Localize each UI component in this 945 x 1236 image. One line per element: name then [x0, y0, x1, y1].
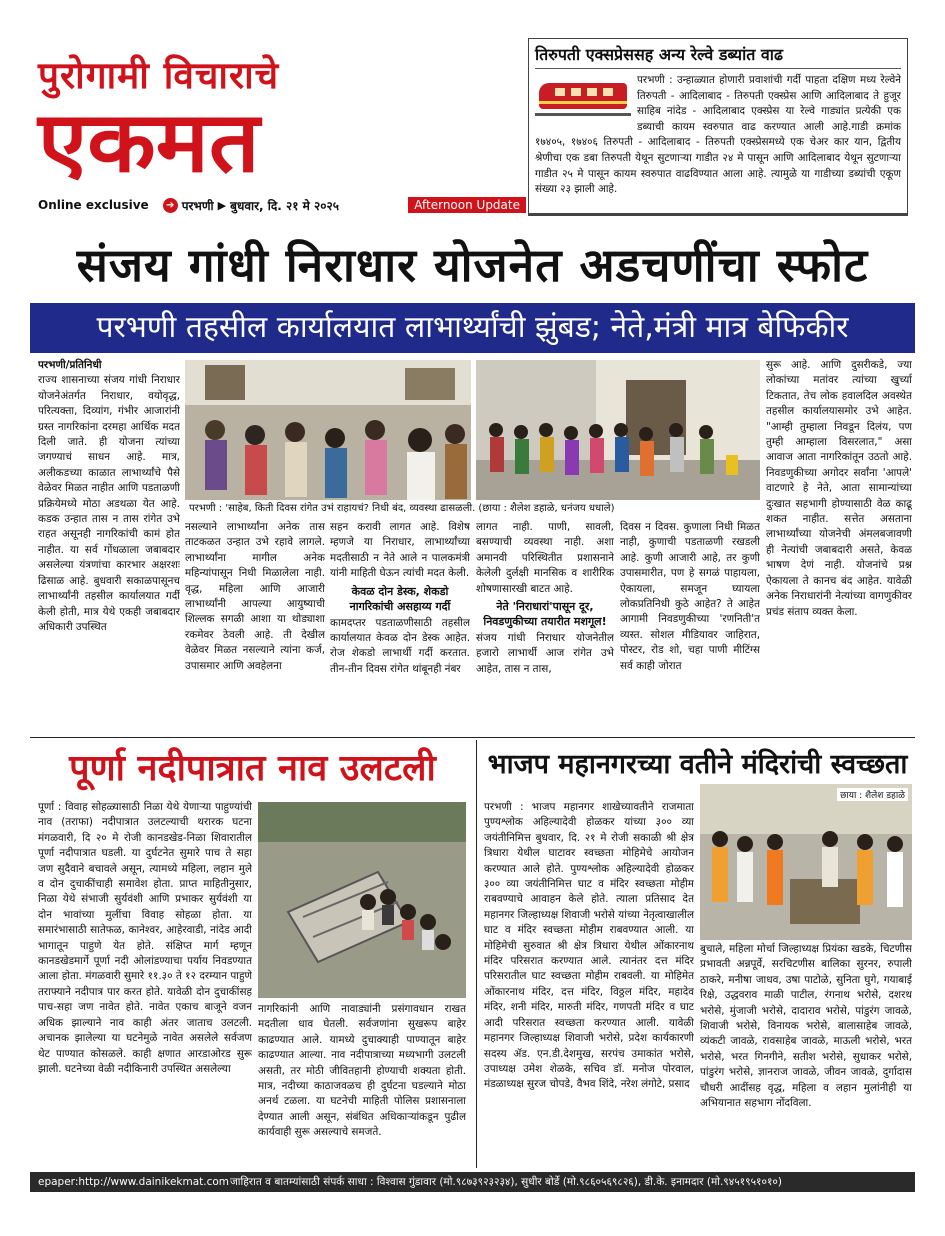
lead-col3-text-b: कामदप्तर पडताळणीसाठी तहसील कार्यालयात केवळ दोन डेस्क आहेत. रोज शेकडो लाभार्थी गर्दी करतात. तीन-तीन दिवस रांगेत थांबूनही नंबर [330, 616, 470, 675]
temple-headline: भाजप महानगरच्या वतीने मंदिरांची स्वच्छता [487, 749, 908, 780]
lead-column-3 [330, 520, 470, 736]
online-label: Online exclusive [38, 198, 149, 212]
lead-col4-text-b: संजय गांधी निराधार योजनेतील हजारो लाभार्थी आज रांगेत उभे आहेत, तास न तास, [476, 632, 614, 675]
dateline-place: परभणी [181, 198, 214, 213]
lead-subheadline: परभणी तहसील कार्यालयात लाभार्थ्यांची झुंबड; नेते,मंत्री मात्र बेफिकीर [30, 303, 915, 353]
lead-column-4 [476, 520, 614, 736]
boat-photo [258, 802, 466, 998]
temple-column-2 [700, 942, 912, 1168]
temple-col1-text: परभणी : भाजप महानगर शाखेच्यावतीने राजमाता पुण्यश्लोक अहिल्यादेवी होळकर यांच्या ३०० व्या जयंतीनिमित्त बुधवार, दि. २१ मे रोजी सकाळी श्री क्षेत्र त्रिधारा येथील घाटावर स्वच्छता मोहिमेचे आयोजन करण्यात आले होते. पुण्यश्लोक अहिल्यादेवी होळकर ३०० व्या जयंतीनिमित्त घाट व मंदिर स्वच्छता मोहीम राबवण्याचे आवाहन केले होते. त्याला प्रतिसाद देत महानगर जिल्हाध्यक्ष शिवाजी भरोसे यांच्या नेतृत्वाखालील घाट व मंदिर स्वच्छता मोहीम राबवण्यात आली. या मोहिमेची सुरुवात श्री क्षेत्र त्रिधारा येथील ओंकारनाथ मंदिर परिसरात करण्यात आले. त्यानंतर दत्त मंदिर परिसरातील घाट स्वच्छता मोहीम राबवली. या मोहिमेत ओंकारनाथ मंदिर, दत्त मंदिर, विठ्ठल मंदिर, महादेव मंदिर, शनी मंदिर, मारुती मंदिर, गणपती मंदिर व घाट आदी परिसरात स्वच्छता करण्यात आली. यावेळी महानगर जिल्हाध्यक्ष शिवाजी भरोसे, प्रदेश कार्यकारणी सदस्य ॲड. एन.डी.देशमुख, सरपंच उमाकांत भरोसे, उपाध्यक्ष उमेश शेळके, सचिव डॉ. मनोज पोरवाल, मंडळाध्यक्ष सुरज चोपडे, वैभव शिंदे, नरेश लंगोटे, प्रसाद [484, 801, 694, 1091]
dateline-date: बुधवार, दि. २१ मे २०२५ [230, 198, 339, 213]
rail-story-title: तिरुपती एक्सप्रेससह अन्य रेल्वे डब्यांत वाढ [535, 43, 901, 69]
boat-column-2 [258, 1002, 466, 1168]
boat-headline: पूर्णा नदीपात्रात नाव उलटली [69, 747, 436, 789]
triangle-right-icon: ▶ [217, 198, 227, 212]
boat-col1-text: पूर्णा : विवाह सोहळ्यासाठी निळा येथे येणाऱ्या पाहुण्यांची नाव (तराफा) नदीपात्रात उलटल्याची थरारक घटना मंगळवारी, दि २० मे रोजी कानडखेड-निळा शिवारातील पूर्णा नदीपात्रात घडली. या दुर्घटनेत सुमारे पाच ते सहा जण सुदैवाने बचावले असून, त्यामध्ये महिला, लहान मुले व दोन दुचाकींचाही समावेश होता. प्राप्त माहितीनुसार, निळा येथे संभाजी सुर्यवंशी आणि प्रभाकर सुर्यवंशी या दोन भावांच्या मुलींचा विवाह सोहळा होता. या समारंभासाठी सातेफळ, कानेश्वर, आहेरवाडी, नांदेड आदी भागातून पाहुणे येत होते. संक्षिप्त मार्ग म्हणून कानडखेडमार्गे पूर्णा नदी ओलांडण्याचा पर्याय निवडण्यात आला होता. मंगळवारी सुमारे ११.३० ते १२ दरम्यान पाहुणे तराफ्याने नदीपात्र पार करत होते. यावेळी दोन दुचाकींसह पाच-सहा जण नावेत होते. नावेत एकाच बाजूने वजन अधिक झाल्याने नाव काही अंतर जाताच उलटली. अचानक झालेल्या या घटनेमुळे नावेत असलेले सर्वजण थेट पाण्यात कोसळले. काही क्षणात आरडाओरड सुरू झाली. घटनेच्या वेळी नदीकिनारी उपस्थित असलेल्या [38, 801, 252, 1075]
lead-column-1 [38, 358, 180, 736]
temple-col2-text: बुचाले, महिला मोर्चा जिल्हाध्यक्ष प्रियंका खडके, चिटणीस प्रभावती अन्नपूर्वे, सरचिटणीस बालिका सुरनर, रुपाली ठाकरे, मनीषा जाधव, उषा पाटोळे, सुनिता घुगे, गयाबाई रिक्षे, उद्धवराव माळी पाटील, रंगनाथ भरोसे, दशरथ भरोसे, मुंजाजी भरोसे, दादाराव भरोसे, पांडुरंग जावळे, शिवाजी भरोसे, विनायक भरोसे, बालासाहेब जावळे, व्यंकटी जावळे, रावसाहेब जावळे, माऊली भरोसे, भरत भरोसे, भरत गिनगीने, सतीश भरोसे, सुधाकर भरोसे, पांडुरंग भरोसे, ज्ञानराज जावळे, जीवन जावळे, दुर्गादास चौधरी आदींसह वृद्ध, महिला व लहान मुलांनीही या अभियानात सहभाग नोंदविला. [700, 943, 912, 1110]
queue-photo-right [476, 360, 760, 500]
lead-col3-subhead: केवळ दोन डेस्क, शेकडो नागरिकांची असहाय्य गर्दी [349, 584, 451, 613]
boat-column-1 [38, 800, 252, 1168]
masthead-name: एकमत [38, 92, 260, 191]
footer-bar [30, 1172, 915, 1192]
lead-col5-text: दिवस न दिवस. कुणाला निधी मिळत नाही, कुणाची पडताळणी रखडली आहे. कुणी आजारी आहे, तर कुणी उपासमारीत, पण हे सगळं पाहायला, ऐकायला, समजून घ्यायला लोकप्रतिनिधी कुठे आहेत? ते आहेत आगामी निवडणुकीच्या 'रणनिती'त व्यस्त. सोशल मीडियावर जाहिरात, पोस्टर, रोड शो, चहा पाणी मीटिंग्स सर्व काही जोरात [620, 521, 760, 672]
lead-column-6 [766, 358, 912, 736]
rail-story-body: परभणी : उन्हाळ्यात होणारी प्रवाशांची गर्दी पाहता दक्षिण मध्य रेल्वेने तिरुपती - आदिलाबाद - तिरुपती एक्स्प्रेस आणि आदिलाबाद ते हुजूर साहिब नांदेड - आदिलाबाद एक्स्प्रेस या रेल्वे गाड्यांत प्रत्येकी एक डब्याची कायम स्वरुपात वाढ करण्यात आली आहे.गाडी क्रमांक १७४०५, १७४०६ तिरुपती - आदिलाबाद - तिरुपती एक्स्प्रेसमध्ये एक चेअर कार यान, द्वितीय श्रेणीचा एक डबा तिरुपती येथून सुटणाऱ्या गाडीत २४ मे पासून आणि आदिलाबाद येथून सुटणाऱ्या गाडीत २५ मे पासून कायम स्वरुपात वाढविण्यात आला आहे. त्यामुळे या गाडीच्या डब्यांची एकूण संख्या २३ झाली आहे. [535, 74, 901, 196]
train-icon [535, 75, 631, 121]
contact-info: जाहिरात व बातम्यांसाठी संपर्क साधा : विश्वास गुंडावार (मो.९८७३९२३२३४), सुधीर बोर्डे (मो.९८६०५६९८२६), डी.के. इनामदार (मो.९४५१९५१०१०) [230, 1176, 782, 1188]
temple-photo-credit: छाया : शैलेश डहाळे [837, 788, 908, 801]
lead-byline: परभणी/प्रतिनिधी [38, 359, 102, 371]
section-divider [30, 737, 915, 738]
masthead-tagline: पुरोगामी विचाराचे [38, 53, 280, 97]
lead-column-2 [185, 520, 325, 736]
temple-photo [700, 784, 912, 940]
lead-column-5 [620, 520, 760, 736]
edition-badge: Afternoon Update [408, 197, 526, 213]
lead-col4-subhead: नेते 'निराधारां'पासून दूर, निवडणुकीच्या तयारीत मशगूल! [483, 600, 607, 629]
dateline-bar [38, 194, 526, 216]
lead-photo-caption: परभणी : 'साहेब, किती दिवस रांगेत उभं राहायचं? निधी बंद, व्यवस्था ढासळली. (छाया : शैलेश डहाळे, धनंजय धधाले) [185, 502, 761, 518]
lead-col4-text-a: लागत नाही. पाणी, सावली, बसण्याची व्यवस्था नाही. अशा अमानवी परिस्थितीत प्रशासनाने केलेली दुर्लक्षी मानसिक व शारीरिक शोषणासारखी बाटत आहे. [476, 521, 614, 595]
lead-headline: संजय गांधी निराधार योजनेत अडचणींचा स्फोट [76, 238, 869, 292]
lead-col2-text: नसल्याने लाभार्थ्यांना अनेक तास ताटकळत उन्हात उभे रहावे लागले. लाभार्थ्यांना मागील अनेक महिन्यांपासून निधी मिळालेला नाही. वृद्ध, महिला आणि आजारी लाभार्थ्यांनी आपल्या आयुष्याची शिल्लक सगळी आशा या थोड्याशा रकमेवर ठेवली आहे. ती देखील वेळेवर मिळत नसल्याने त्यांना कर्ज, उपासमार आणि अवहेलना [185, 521, 325, 672]
lead-col3-text-a: सहन करावी लागत आहे. विशेष म्हणजे या निराधार, लाभार्थ्यांच्या मदतीसाठी न नेते आले न पालकमंत्री यांनी माहिती घेऊन त्यांची मदत केली. [330, 521, 470, 580]
queue-photo-left [185, 360, 471, 500]
arrow-right-icon: ➔ [163, 198, 178, 213]
boat-col2-text: नागरिकांनी आणि नावाड्यांनी प्रसंगावधान राखत मदतीला धाव घेतली. सर्वजणांना सुखरूप बाहेर काढण्यात आले. यामध्ये दुचाक्याही पाण्यातून बाहेर काढण्यात आल्या. नाव नदीपात्राच्या मध्यभागी उलटली असती, तर मोठी जीवितहानी होण्याची शक्यता होती. मात्र, नदीच्या काठाजवळच ही दुर्घटना घडल्याने मोठा अनर्थ टळला. या घटनेची माहिती पोलिस प्रशासनाला देण्यात आली असून, संबंधित अधिकाऱ्यांकडून पुढील कार्यवाही सुरू असल्याचे समजते. [258, 1003, 466, 1139]
rail-story-box [528, 38, 908, 216]
lead-col1-text: राज्य शासनाच्या संजय गांधी निराधार योजनेअंतर्गत निराधार, वयोवृद्ध, परित्यक्ता, दिव्यांग, गंभीर आजारांनी ग्रस्त नागरिकांना दरमहा आर्थिक मदत दिली जाते. ही योजना त्यांच्या जगण्याचं साधन आहे. मात्र, अलीकडच्या काळात लाभार्थ्यांचे पैसे वेळेवर मिळत नाहीत आणि पडताळणी प्रक्रियेमध्ये मोठा अडथळा येत आहे. कडक उन्हात तास न तास रांगेत उभे राहत असूनही नागरिकांची कामं होत नाहीत. या सर्व गोंधळाला जबाबदार असलेल्या यंत्रणांचा कारभार अक्षरशः ढिसाळ आहे. बुधवारी सकाळपासूनच लाभार्थ्यांनी तहसील कार्यालयात गर्दी केली होती, मात्र येथे एकही जबाबदार अधिकारी उपस्थित [38, 374, 180, 633]
lead-col6-text: सुरू आहे. आणि दुसरीकडे, ज्या लोकांच्या मतांवर त्यांच्या खुर्च्या टिकतात, तेच लोक हवालदिल अवस्थेत तहसील कार्यालयासमोर उभे आहेत. "आम्ही तुम्हाला निवडून दिलंय, पण तुम्ही आम्हाला विसरलात," असा आवाज आता नागरिकांतून उठतो आहे. निवडणुकीच्या अगोदर सर्वांना 'आपले' वाटणारे हे नेते, आता सामान्यांच्या दुःखात सहभागी होण्यासाठी वेळ काढू शकत नाहीत. सत्तेत असताना लाभार्थ्यांच्या योजनेची अंमलबजावणी ही नेत्यांची जबाबदारी असते, केवळ भाषण देणं नाही. योजनांचे प्रश्न ऐकायला ते कानच बंद आहेत. यावेळी अनेक निराधारांनी नेत्यांच्या वागणुकीवर प्रचंड संताप व्यक्त केला. [766, 359, 912, 618]
column-divider [476, 740, 477, 1168]
epaper-link[interactable]: epaper:http://www.dainikekmat.com [38, 1176, 230, 1188]
temple-column-1 [484, 800, 694, 1168]
